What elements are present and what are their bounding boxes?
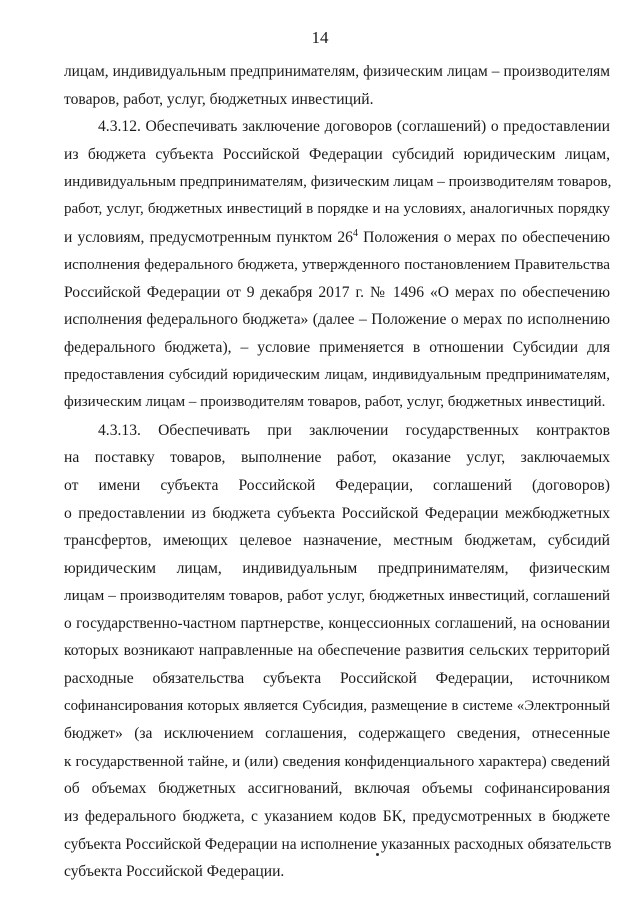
- text-line: [64, 389, 610, 417]
- text-line: [64, 141, 610, 169]
- text-line-content: о государственно-частном партнерстве, концессионных соглашений, на основании: [64, 614, 610, 632]
- scan-speck: [376, 853, 379, 856]
- text-line: [64, 168, 610, 196]
- text-line-content: лицам – производителям товаров, работ услуг, бюджетных инвестиций, соглашений: [64, 587, 610, 605]
- text-line-content: индивидуальным предпринимателям, физическим лицам – производителям товаров,: [64, 173, 612, 191]
- text-line: [64, 444, 610, 472]
- text-line: [64, 279, 610, 307]
- text-line-content: субъекта Российской Федерации.: [64, 863, 285, 881]
- text-line-content: на поставку товаров, выполнение работ, оказание услуг, заключаемых: [64, 449, 610, 467]
- text-line: [64, 803, 610, 831]
- text-line-content: предоставления субсидий юридическим лицам, индивидуальным предпринимателям,: [64, 366, 610, 383]
- text-line-content: исполнения федерального бюджета» (далее – Положение о мерах по исполнению: [64, 311, 610, 329]
- text-line-content: Российской Федерации от 9 декабря 2017 г. № 1496 «О мерах по обеспечению: [64, 283, 610, 301]
- text-line-content: бюджет» (за исключением соглашения, содержащего сведения, отнесенные: [64, 725, 610, 743]
- text-line: [64, 417, 610, 445]
- text-line: [64, 555, 610, 583]
- text-line-content: об объемах бюджетных ассигнований, включая объемы софинансирования: [64, 780, 610, 798]
- text-line: [64, 224, 610, 252]
- text-line: [64, 720, 610, 748]
- text-line: [64, 306, 610, 334]
- text-line-content: физическим лицам – производителям товаров, работ, услуг, бюджетных инвестиций.: [64, 394, 606, 411]
- text-line: [64, 693, 610, 721]
- page-number: 14: [311, 28, 329, 47]
- text-line-content: которых возникают направленные на обеспечение развития сельских территорий: [64, 642, 610, 660]
- text-line: [64, 665, 610, 693]
- text-line: [64, 196, 610, 224]
- text-line-content: софинансирования которых является Субсидия, размещение в системе «Электронный: [64, 697, 610, 714]
- text-line-content: 4.3.13. Обеспечивать при заключении государственных контрактов: [98, 421, 610, 439]
- text-line: [64, 831, 610, 859]
- superscript: 4: [352, 227, 358, 239]
- text-line: [64, 58, 610, 86]
- text-line: [64, 610, 610, 638]
- text-line: [64, 775, 610, 803]
- text-line-content: 4.3.12. Обеспечивать заключение договоров (соглашений) о предоставлении: [98, 118, 610, 136]
- text-line-content: о предоставлении из бюджета субъекта Российской Федерации межбюджетных: [64, 504, 610, 522]
- text-line-content: лицам, индивидуальным предпринимателям, физическим лицам – производителям: [64, 63, 610, 80]
- text-line: [64, 251, 610, 279]
- text-line-content: расходные обязательства субъекта Российской Федерации, источником: [64, 670, 610, 688]
- text-line: [64, 637, 610, 665]
- text-line-continuation: Положения о мерах по обеспечению: [357, 228, 610, 246]
- text-line-content: работ, услуг, бюджетных инвестиций в порядке и на условиях, аналогичных порядку: [64, 200, 610, 217]
- text-line-content: к государственной тайне, и (или) сведения конфиденциального характера) сведений: [64, 752, 610, 770]
- text-line: [64, 86, 610, 114]
- text-line-content: федерального бюджета), – условие применяется в отношении Субсидии для: [64, 338, 610, 356]
- text-line-content: от имени субъекта Российской Федерации, соглашений (договоров): [64, 476, 610, 494]
- text-line: [64, 362, 610, 390]
- text-line-content: товаров, работ, услуг, бюджетных инвестиций.: [64, 90, 374, 108]
- text-line-content: субъекта Российской Федерации на исполнение указанных расходных обязательств: [64, 835, 612, 853]
- text-line: [64, 858, 610, 886]
- text-line-content: и условиям, предусмотренным пунктом 26: [64, 228, 353, 246]
- text-line-content: трансфертов, имеющих целевое назначение, местным бюджетам, субсидий: [64, 532, 610, 550]
- text-line-content: из федерального бюджета, с указанием кодов БК, предусмотренных в бюджете: [64, 808, 610, 826]
- text-line-content: из бюджета субъекта Российской Федерации субсидий юридическим лицам,: [64, 145, 610, 163]
- text-line-content: юридическим лицам, индивидуальным предпринимателям, физическим: [64, 559, 610, 577]
- text-line: [64, 527, 610, 555]
- text-line: [64, 334, 610, 362]
- text-line: [64, 582, 610, 610]
- text-line: [64, 500, 610, 528]
- text-line: [64, 472, 610, 500]
- text-line-content: исполнения федерального бюджета, утвержденного постановлением Правительства: [64, 256, 610, 274]
- text-line: [64, 113, 610, 141]
- document-body: [64, 58, 610, 886]
- text-line: [64, 748, 610, 776]
